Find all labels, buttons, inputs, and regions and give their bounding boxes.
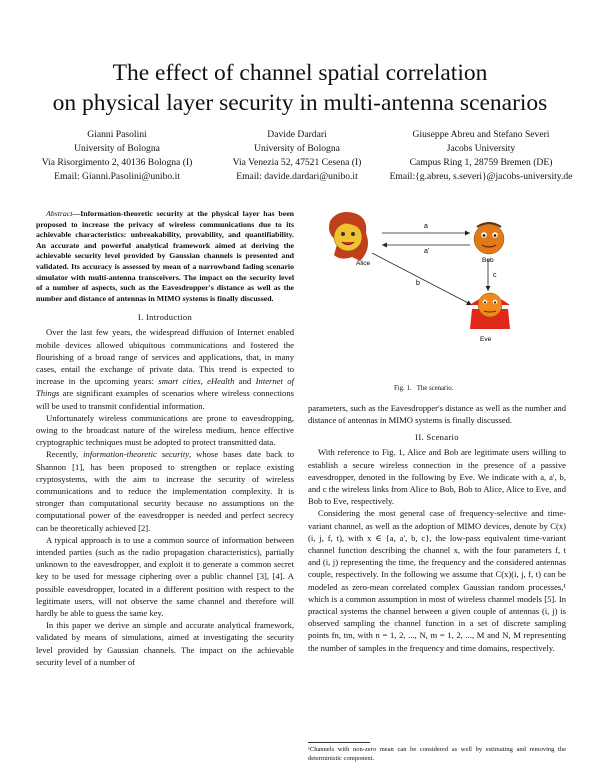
bob-icon [474, 223, 504, 254]
label-a: a [424, 223, 428, 230]
eve-icon [470, 293, 510, 329]
section-heading-introduction: I. Introduction [137, 312, 193, 323]
author-block-2 [214, 128, 380, 184]
paragraph: In this paper we derive an simple and accurate analytical framework, validated by means of simulations, aimed at investigating the security level provided by Gaussian channels. The impact on the achievable security level of a number of [36, 620, 294, 667]
link-a-arrow [465, 231, 470, 236]
label-b: b [416, 280, 420, 287]
author-name: Davide Dardari [267, 129, 327, 140]
author-address: Campus Ring 1, 28759 Bremen (DE) [409, 157, 553, 168]
author-affiliation: University of Bologna [254, 143, 340, 154]
paper-title [0, 58, 600, 118]
link-b-line [372, 253, 472, 305]
alice-icon [329, 212, 368, 261]
author-address: Via Risorgimento 2, 40136 Bologna (I) [41, 157, 193, 168]
abstract-text: —Information-theoretic security at the physical layer has been proposed to increase the privacy of wireless communications due to its achievable characteristics: unbreakability, provability, and quantifiability. An accurate and powerful analytical framework aimed at deriving the achievable security level provided by Gaussian channels is presented and validated. Its accuracy is assessed by mean of a narrowband fading scenario simulator with multi-antenna transceivers. The impact on the security level of a number of aspects, such as the Eavesdropper's distance as well as the number and distance of antennas in MIMO systems is finally discussed. [36, 209, 294, 303]
author-name: Giuseppe Abreu and Stefano Severi [412, 129, 550, 140]
author-block-3 [370, 128, 592, 184]
author-address: Via Venezia 52, 47521 Cesena (I) [232, 157, 362, 168]
author-email: Email: davide.dardari@unibo.it [236, 171, 358, 182]
label-c: c [493, 272, 497, 279]
figure-caption-text: The scenario. [416, 385, 454, 392]
footnote-rule [308, 742, 370, 743]
section-heading-scenario: II. Scenario [415, 432, 459, 443]
title-line-2: on physical layer security in multi-antenna scenarios [52, 90, 548, 116]
scenario-figure [312, 205, 568, 361]
paragraph: With reference to Fig. 1, Alice and Bob are legitimate users willing to establish a secure wireless connection in the presence of a passive eavesdropper, denoted in the following by Eve. We indicate with a, a', b, and c the wireless links from Alice to Bob, Bob to Alice, Alice to Eve, and Bob to Eve, respectively. [308, 447, 566, 507]
link-c-arrow [486, 286, 491, 291]
author-email: Email: Gianni.Pasolini@unibo.it [54, 171, 180, 182]
author-block-1 [22, 128, 212, 184]
abstract-lead: Abstract [46, 209, 73, 218]
eve-label: Eve [480, 336, 492, 343]
introduction-body [36, 326, 294, 668]
abstract [36, 209, 294, 304]
paragraph: Recently, information-theoretic security, whose bases date back to Shannon [1], has been proposed to strengthen or replace existing cryptosystems, with the aim to increase the security of wireless communications and to reduce the implementation complexity. It is stronger than computational security because no assumptions on the computational power of the eavesdropper is needed and perfect secrecy can be theoretically achieved [2]. [36, 449, 294, 533]
paragraph: Considering the most general case of frequency-selective and time-variant channel, as well as the adoption of MIMO devices, denote by C(x)(i, j, f, t), with x ∈ {a, a', b, c}, the low-pass equivalent time-variant channel function describing the channel x, with the four parameters f, t and (i, j) representing the time, the frequency and the considered antennas couple, respectively. In the following we assume that C(x)(i, j, f, t) can be modeled as zero-mean correlated complex Gaussian random processes,¹ which is a common assumption in most of wireless channel models [5]. In practical systems the channel between a given couple of antennas (i, j) is observed sampling the channel function in a set of discrete sampling points fn, tm, with n = 1, 2, ..., N, m = 1, 2, ..., M and N, M representing the number of samples in the frequency and time domains, respectively. [308, 508, 566, 653]
figure-number: Fig. 1. [394, 385, 412, 392]
label-a-prime: a' [424, 248, 430, 255]
author-email: Email:{g.abreu, s.severi}@jacobs-university.de [389, 171, 573, 182]
author-name: Gianni Pasolini [87, 129, 147, 140]
author-affiliation: University of Bologna [74, 143, 160, 154]
scenario-body [308, 446, 566, 653]
author-affiliation: Jacobs University [446, 143, 516, 154]
title-line-1: The effect of channel spatial correlation [112, 60, 488, 86]
left-column [36, 209, 294, 668]
paragraph: A typical approach is to use a common source of information between intended parties (such as the radio propagation characteristics), partially unknown to the eavesdropper, and exploit it to generate a common secret key to be used for message ciphering over a public channel [3], [4]. A possible eavesdropper, located in a different position with respect to the legitimate users, will not observe the same channel and therefore will hardly be able to guess the same key. [36, 534, 294, 619]
alice-label: Alice [356, 260, 371, 267]
link-a-prime-arrow [382, 243, 387, 248]
paragraph: Over the last few years, the widespread diffusion of Internet enabled mobile devices allowed ubiquitous communications and fostered the flourishing of a broad range of services and applications, that, in many cases, entail the exchange of private data. This trend is expected to increase in the upcoming years: smart cities, eHealth and Internet of Things are significant examples of scenarios where wireless connections will be used to transmit confidential information. [36, 327, 294, 411]
bob-label: Bob [482, 257, 494, 264]
right-column-continuation: parameters, such as the Eavesdropper's distance as well as the number and distance of antennas in MIMO systems is finally discussed. [308, 403, 566, 426]
paragraph: Unfortunately wireless communications are prone to eavesdropping, owing to the broadcast nature of the wireless medium, hence effective cryptographic techniques must be adopted to protect transmitted data. [36, 412, 294, 448]
figure-caption [394, 385, 453, 392]
footnote: ¹Channels with non-zero mean can be considered as well by estimating and removing the deterministic component. [308, 746, 566, 762]
right-column [308, 402, 566, 654]
